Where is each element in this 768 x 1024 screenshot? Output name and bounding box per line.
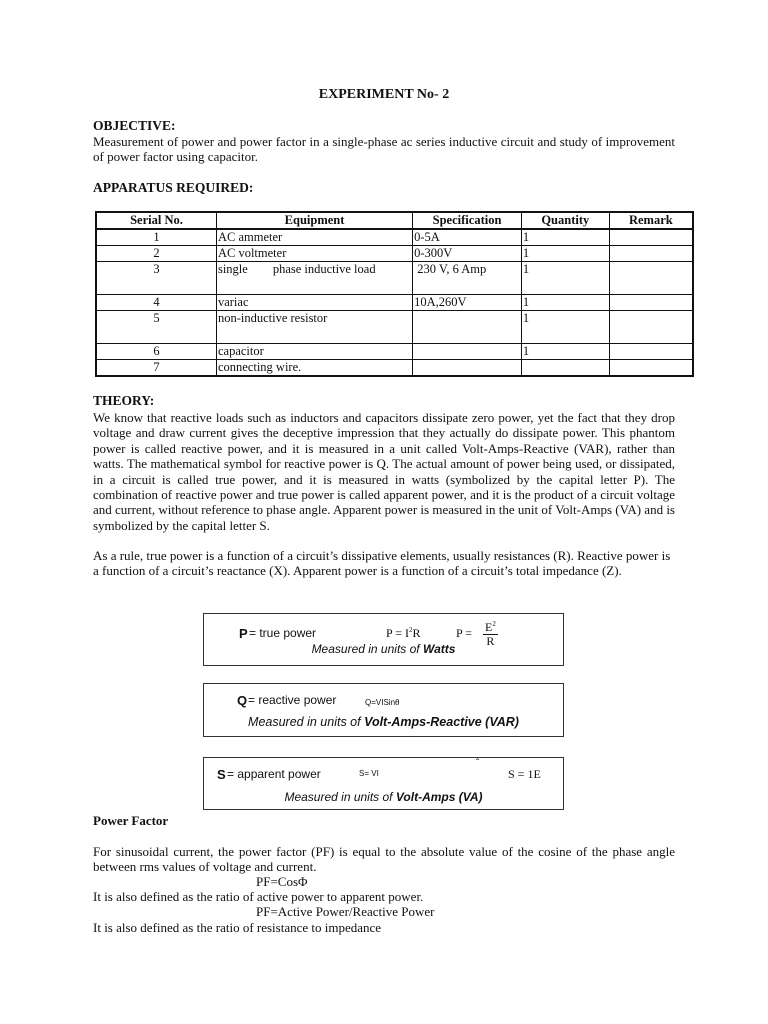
power-factor-text-2: It is also defined as the ratio of active power to apparent power. [93, 889, 424, 904]
true-power-formula-1: $P = I^2R$ [386, 626, 421, 640]
table-row [96, 344, 693, 360]
objective-text: Measurement of power and power factor in a single-phase ac series inductive circuit and study of improvement of power factor using capacitor. [93, 134, 675, 165]
qty-cell: 1 [521, 311, 609, 344]
power-factor-heading: Power Factor [93, 813, 169, 828]
qty-cell: 1 [521, 344, 609, 360]
serial-cell: 3 [96, 262, 216, 295]
tick-mark: ˆ [476, 758, 480, 769]
qty-cell: 1 [521, 295, 609, 311]
apparent-power-units: Measured in units of Volt-Amps (VA) [284, 790, 483, 804]
spec-cell: 10A,260V [413, 295, 522, 311]
reactive-power-symbol: Q [237, 693, 248, 708]
equipment-cell: capacitor [216, 344, 412, 360]
serial-cell: 4 [96, 295, 216, 311]
column-header: Quantity [521, 212, 609, 229]
true-power-symbol: P [239, 626, 248, 641]
remark-cell [609, 295, 693, 311]
apparent-power-label: = apparent power [227, 767, 321, 781]
table-row [96, 295, 693, 311]
remark-cell [609, 229, 693, 246]
power-factor-formula-1: PF=CosΦ [256, 874, 308, 889]
equipment-cell: AC voltmeter [216, 246, 412, 262]
apparent-power-box [203, 757, 564, 810]
column-header: Specification [413, 212, 522, 229]
reactive-power-formula: Q=VISinθ [365, 698, 400, 707]
remark-cell [609, 344, 693, 360]
apparent-power-small-formula: S= VI [359, 769, 379, 778]
spec-cell [413, 344, 522, 360]
remark-cell [609, 311, 693, 344]
remark-cell [609, 262, 693, 295]
serial-cell: 1 [96, 229, 216, 246]
equipment-cell: non-inductive resistor [216, 311, 412, 344]
table-row [96, 311, 693, 344]
theory-paragraph-2: As a rule, true power is a function of a circuit’s dissipative elements, usually resistances (R). Reactive power is a function of a circuit’s reactance (X). Apparent power is a function of a circuit’s total impedance (Z). [93, 548, 671, 579]
table-header-row [96, 212, 693, 229]
spec-cell: 0-5A [413, 229, 522, 246]
qty-cell: 1 [521, 229, 609, 246]
equipment-cell: connecting wire. [216, 360, 412, 377]
table-row [96, 360, 693, 377]
column-header: Serial No. [96, 212, 216, 229]
serial-cell: 2 [96, 246, 216, 262]
theory-paragraph-1: We know that reactive loads such as inductors and capacitors dissipate zero power, yet the fact that they drop voltage and draw current gives the deceptive impression that they actually do dissipate power. This phantom power is called reactive power, and it is measured in a unit called Volt-Amps-Reactive (VAR), rather than watts. The mathematical symbol for reactive power is Q. The actual amount of power being used, or dissipated, in a circuit is called true power, and it is measured in watts (symbolized by the capital letter P). The combination of reactive power and true power is called apparent power, and it is the product of a circuit voltage and current, without reference to phase angle. Apparent power is measured in the unit of Volt-Amps (VA) and is symbolized by the capital letter S. [93, 410, 675, 533]
remark-cell [609, 246, 693, 262]
serial-cell: 7 [96, 360, 216, 377]
apparatus-table [95, 211, 694, 377]
page-title: EXPERIMENT No- 2 [318, 87, 450, 102]
column-header: Remark [609, 212, 693, 229]
spec-cell [413, 311, 522, 344]
apparatus-heading: APPARATUS REQUIRED: [93, 180, 254, 195]
apparent-power-symbol: S [217, 767, 226, 782]
qty-cell: 1 [521, 262, 609, 295]
apparent-power-formula: S = 1E [508, 767, 541, 781]
true-power-units: Measured in units of Watts [311, 642, 456, 656]
serial-cell: 5 [96, 311, 216, 344]
reactive-power-label: = reactive power [248, 693, 337, 707]
true-power-formula-2: P = [456, 626, 472, 640]
theory-heading: THEORY: [93, 393, 155, 408]
true-power-label: = true power [249, 626, 317, 640]
equipment-cell: variac [216, 295, 412, 311]
table-row [96, 262, 693, 295]
true-power-box [203, 613, 564, 666]
equipment-cell: single phase inductive load [216, 262, 412, 295]
column-header: Equipment [216, 212, 412, 229]
spec-cell: 230 V, 6 Amp [413, 262, 522, 295]
power-factor-formula-2: PF=Active Power/Reactive Power [256, 904, 435, 919]
remark-cell [609, 360, 693, 377]
objective-heading: OBJECTIVE: [93, 118, 176, 133]
true-power-fraction: $\frac{E^2}{R}$ [485, 620, 496, 648]
table-row [96, 246, 693, 262]
power-factor-text-3: It is also defined as the ratio of resistance to impedance [93, 920, 382, 935]
table-row [96, 229, 693, 246]
power-factor-text-1: For sinusoidal current, the power factor (PF) is equal to the absolute value of the cosine of the phase angle between rms values of voltage and current. [93, 844, 675, 875]
qty-cell: 1 [521, 246, 609, 262]
reactive-power-box [203, 683, 564, 737]
spec-cell [413, 360, 522, 377]
qty-cell [521, 360, 609, 377]
reactive-power-units: Measured in units of Volt-Amps-Reactive (VAR) [248, 715, 519, 729]
equipment-cell: AC ammeter [216, 229, 412, 246]
serial-cell: 6 [96, 344, 216, 360]
spec-cell: 0-300V [413, 246, 522, 262]
